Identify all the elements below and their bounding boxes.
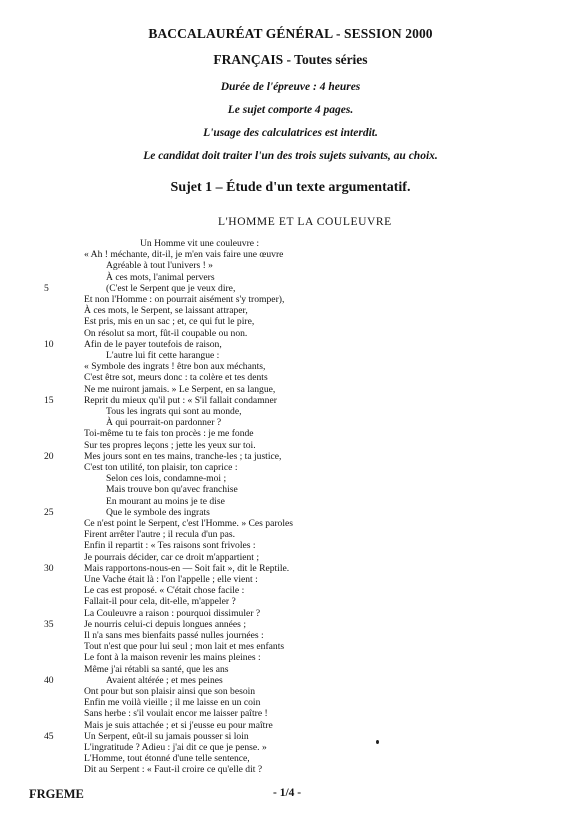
poem-line: Il n'a sans mes bienfaits passé nulles journées : bbox=[84, 630, 264, 641]
poem-line: Je pourrais décider, car ce droit m'appartient ; bbox=[84, 551, 260, 563]
poem-line: L'autre lui fit cette harangue : bbox=[106, 350, 220, 361]
line-number: 30 bbox=[44, 562, 54, 574]
poem-line: Ne me nuiront jamais. » Le Serpent, en sa langue, bbox=[84, 383, 276, 395]
poem-line: Mais je suis attachée ; et si j'eusse eu pour maître bbox=[84, 719, 273, 731]
poem-line: Agréable à tout l'univers ! » bbox=[106, 260, 213, 272]
poem-line: Je nourris celui-ci depuis longues années ; bbox=[84, 618, 246, 630]
poem-line: La Couleuvre a raison : pourquoi dissimuler ? bbox=[84, 607, 261, 619]
footer-page-number: - 1/4 - bbox=[273, 787, 302, 799]
poem-line: Ont pour but son plaisir ainsi que son besoin bbox=[84, 686, 256, 697]
poem-line: L'ingratitude ? Adieu : j'ai dit ce que je pense. » bbox=[84, 742, 267, 753]
line-number: 15 bbox=[44, 394, 54, 406]
line-number: 40 bbox=[44, 674, 54, 686]
poem-line: En mourant au moins je te dise bbox=[106, 495, 225, 507]
poem-line: L'Homme, tout étonné d'une telle sentence, bbox=[84, 753, 250, 765]
poem-line: Avaient altérée ; et mes peines bbox=[106, 674, 223, 686]
poem-line: C'est être sot, meurs donc : ta colère et tes dents bbox=[84, 372, 268, 384]
duration-instruction: Durée de l'épreuve : 4 heures bbox=[220, 81, 361, 93]
poem-line: Et non l'Homme : on pourrait aisément s'y tromper), bbox=[84, 294, 285, 305]
poem-line: Est pris, mis en un sac ; et, ce qui fut le pire, bbox=[84, 316, 255, 328]
calculator-instruction: L'usage des calculatrices est interdit. bbox=[203, 127, 378, 139]
poem-line: Mais trouve bon qu'avec franchise bbox=[106, 484, 238, 496]
poem-line: Le cas est proposé. « C'était chose facile : bbox=[84, 585, 245, 597]
poem-line: (C'est le Serpent que je veux dire, bbox=[106, 282, 236, 294]
choice-instruction: Le candidat doit traiter l'un des trois sujets suivants, au choix. bbox=[143, 150, 438, 162]
poem-line: Que le symbole des ingrats bbox=[106, 506, 210, 518]
line-number: 25 bbox=[44, 506, 54, 518]
line-number: 10 bbox=[44, 338, 54, 350]
poem-line: Selon ces lois, condamne-moi ; bbox=[106, 473, 227, 485]
poem-line: Le font à la maison revenir les mains pleines : bbox=[84, 652, 261, 664]
poem-line: Afin de le payer toutefois de raison, bbox=[84, 338, 222, 350]
poem-line: C'est ton utilité, ton plaisir, ton caprice : bbox=[84, 462, 238, 473]
poem-line: À ces mots, le Serpent, se laissant attraper, bbox=[84, 305, 248, 317]
poem-line: Firent arrêter l'autre ; il recula d'un pas. bbox=[84, 529, 236, 541]
line-number: 35 bbox=[44, 618, 54, 630]
exam-title: BACCALAURÉAT GÉNÉRAL - SESSION 2000 bbox=[148, 26, 433, 41]
poem-line: Mes jours sont en tes mains, tranche-les ; ta justice, bbox=[84, 450, 282, 462]
poem-line: Enfin me voilà vieille ; il me laisse en un coin bbox=[84, 697, 261, 709]
poem-line: Fallait-il pour cela, dit-elle, m'appeler ? bbox=[84, 596, 236, 608]
ink-speck bbox=[376, 740, 379, 744]
poem-line: « Ah ! méchante, dit-il, je m'en vais faire une œuvre bbox=[84, 249, 284, 261]
footer-code: FRGEME bbox=[29, 787, 84, 801]
poem-line: « Symbole des ingrats ! être bon aux méchants, bbox=[84, 361, 266, 373]
poem-line: Mais rapportons-nous-en — Soit fait », dit le Reptile. bbox=[84, 562, 290, 574]
sujet-heading: Sujet 1 – Étude d'un texte argumentatif. bbox=[170, 180, 411, 195]
poem-line: Même j'ai rétabli sa santé, que les ans bbox=[84, 663, 229, 675]
poem-line: Sans herbe : s'il voulait encor me laisser paître ! bbox=[84, 708, 268, 720]
line-number: 45 bbox=[44, 730, 54, 742]
exam-subject: FRANÇAIS - Toutes séries bbox=[213, 52, 368, 67]
poem-line: Tout n'est que pour lui seul ; mon lait et mes enfants bbox=[84, 641, 285, 653]
poem-line: Toi-même tu te fais ton procès : je me fonde bbox=[84, 428, 254, 440]
poem-line: À qui pourrait-on pardonner ? bbox=[106, 417, 222, 429]
pages-instruction: Le sujet comporte 4 pages. bbox=[227, 104, 354, 116]
poem-line: Un Homme vit une couleuvre : bbox=[140, 238, 260, 249]
poem-line: Dit au Serpent : « Faut-il croire ce qu'elle dit ? bbox=[84, 764, 263, 776]
poem-line: Tous les ingrats qui sont au monde, bbox=[106, 406, 242, 417]
line-number: 20 bbox=[44, 450, 54, 462]
poem-title: L'HOMME ET LA COULEUVRE bbox=[218, 216, 392, 228]
poem-line: Enfin il repartit : « Tes raisons sont frivoles : bbox=[84, 540, 256, 552]
poem-line: À ces mots, l'animal pervers bbox=[106, 271, 215, 283]
poem-line: On résolut sa mort, fût-il coupable ou non. bbox=[84, 327, 248, 339]
poem-line: Ce n'est point le Serpent, c'est l'Homme. » Ces paroles bbox=[84, 518, 294, 529]
poem-line: Reprit du mieux qu'il put : « S'il fallait condamner bbox=[84, 394, 277, 406]
poem-line: Un Serpent, eût-il su jamais pousser si loin bbox=[84, 730, 249, 742]
poem-line: Une Vache était là : l'on l'appelle ; elle vient : bbox=[84, 574, 258, 585]
line-number: 5 bbox=[44, 282, 49, 294]
poem-line: Sur tes propres leçons ; jette les yeux sur toi. bbox=[84, 439, 256, 451]
